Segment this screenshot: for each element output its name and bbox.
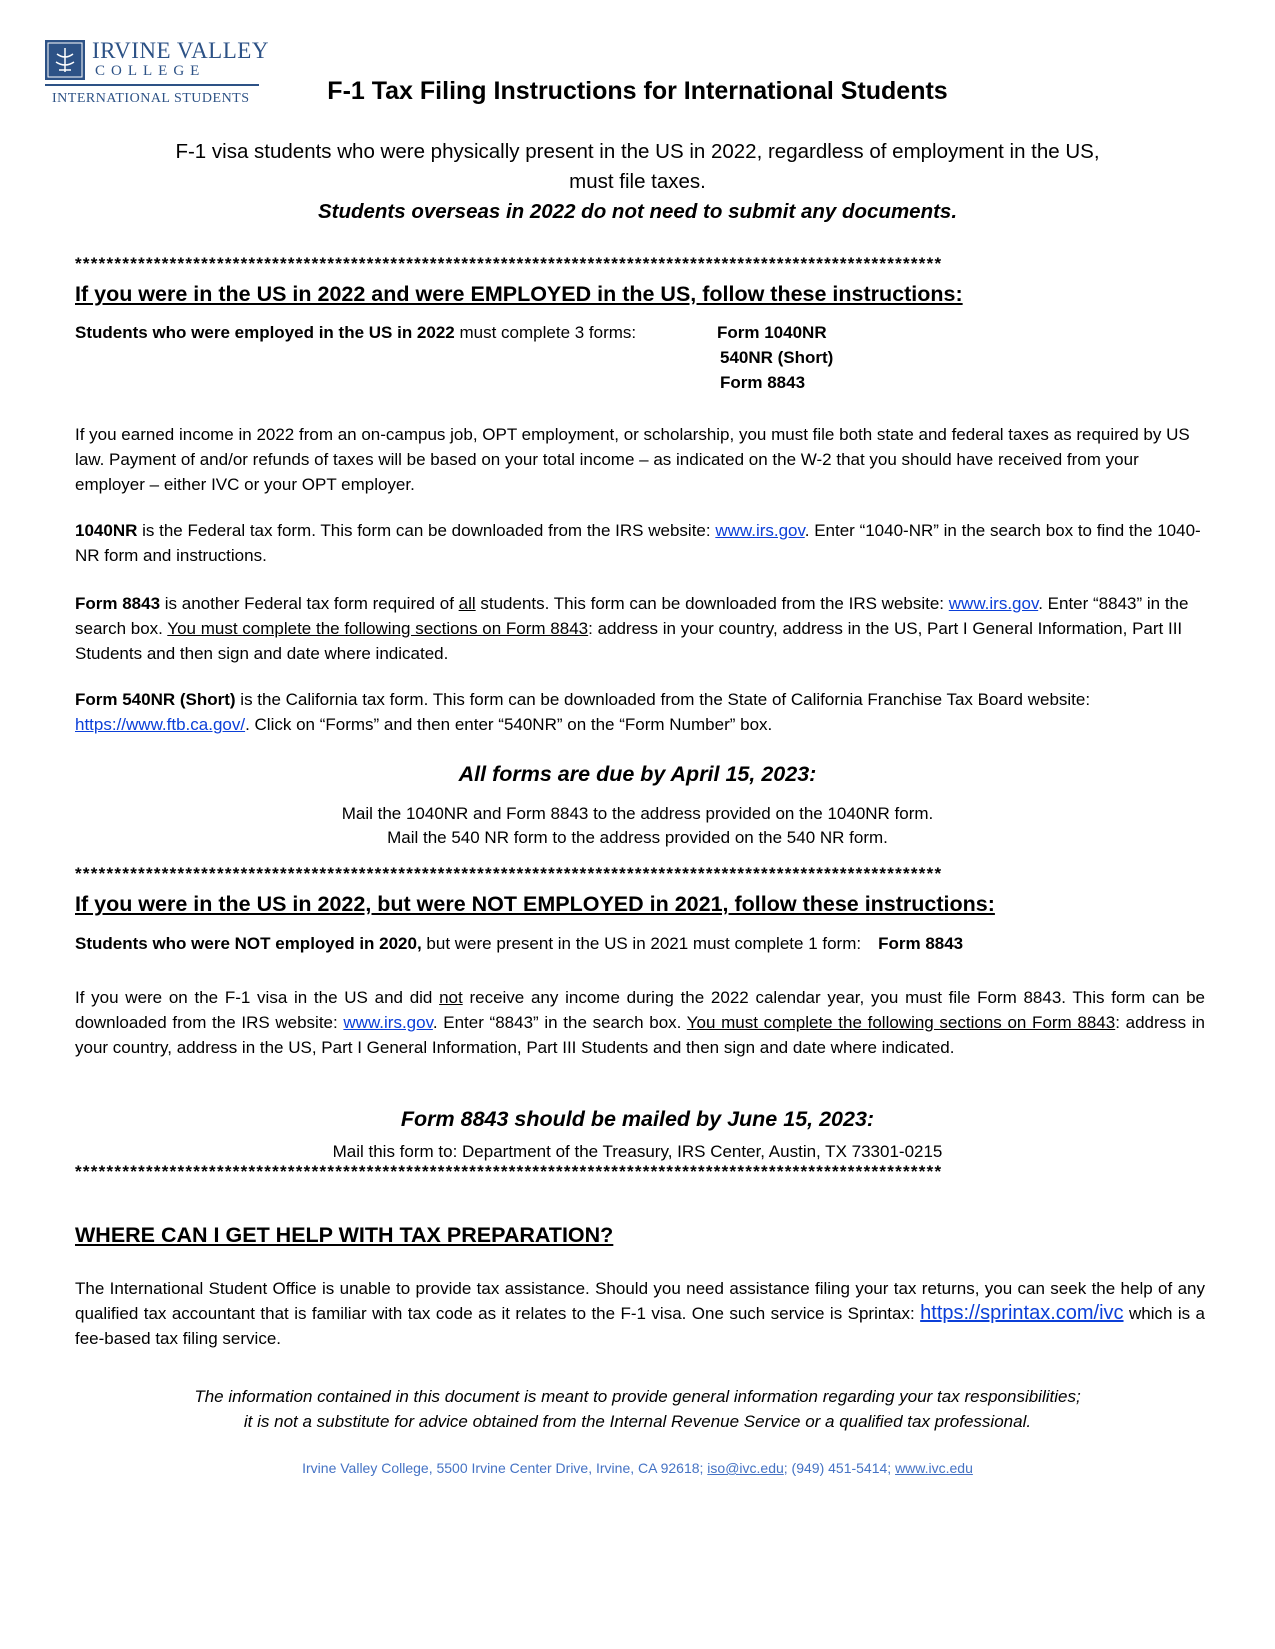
employed-intro [75,320,695,345]
mailing-instructions [0,802,1275,850]
seal-icon [45,40,85,80]
intro-line-2: must file taxes. [569,170,706,193]
star-divider: ************************************************************************************************************** [75,254,943,273]
paragraph-text: The International Student Office is unable to provide tax assistance. Should you need assistance filing your tax returns, you can seek the help of any qualified tax accountant that is familiar with tax code as it relates to the F-1 visa. One such service is Sprintax: [75,1279,1205,1323]
form-1040nr-label: 1040NR [75,521,138,540]
mail-line: Mail the 1040NR and Form 8843 to the address provided on the 1040NR form. [341,804,934,823]
disclaimer-line: it is not a substitute for advice obtained from the Internal Revenue Service or a qualified tax professional. [243,1412,1032,1431]
form-item: Form 8843 [720,373,806,392]
disclaimer-line: The information contained in this document is meant to provide general information regarding your tax responsibilities; [194,1387,1081,1406]
paragraph-text: which is a fee-based tax filing service. [75,1304,1205,1348]
page-title: F-1 Tax Filing Instructions for International Students [327,77,948,105]
footer-contact [0,1460,1275,1476]
form-item: 540NR (Short) [720,348,834,367]
paragraph-text: . Click on “Forms” and then enter “540NR” on the “Form Number” box. [245,715,773,734]
required-sections-note: You must complete the following sections on Form 8843 [167,619,589,638]
forms-list [717,320,833,395]
employed-intro-bold: Students who were employed in the US in 2022 [75,323,455,342]
help-paragraph [75,1276,1205,1351]
footer-phone: ; (949) 451-5414; [783,1460,896,1476]
income-paragraph: If you earned income in 2022 from an on-campus job, OPT employment, or scholarship, you must file both state and federal taxes as required by US law. Payment of and/or refunds of taxes will be based on your total income – as indicated on the W-2 that you should have received from your employer – either IVC or your OPT employer. [75,425,1190,494]
paragraph-text: receive any income during the 2022 calendar year, you must file Form 8843. This form can be downloaded from the IRS website: [75,988,1205,1032]
paragraph-text: students. This form can be downloaded from the IRS website: [475,594,949,613]
irs-link[interactable]: www.irs.gov [715,521,805,540]
sprintax-link[interactable]: https://sprintax.com/ivc [920,1302,1124,1324]
ftb-link[interactable]: https://www.ftb.ca.gov/ [75,715,246,734]
paragraph-text: : address in your country, address in the US, Part I General Information, Part III Students and then sign and date where indicated. [75,619,1183,663]
form-1040nr-paragraph [75,518,1205,568]
paragraph-text: : address in your country, address in the US, Part I General Information, Part III Students and then sign and date where indicated. [75,1013,1205,1057]
mail-by-heading: Form 8843 should be mailed by June 15, 2023: [400,1107,875,1131]
not-employed-intro [75,931,1205,956]
due-date-heading: All forms are due by April 15, 2023: [458,762,817,786]
form-item: Form 1040NR [717,323,827,342]
logo-name: IRVINE VALLEY [92,38,269,63]
employed-intro-rest: must complete 3 forms: [454,323,637,342]
not-employed-heading: If you were in the US in 2022, but were NOT EMPLOYED in 2021, follow these instructions: [75,892,995,916]
website-link[interactable]: www.ivc.edu [895,1460,973,1476]
mail-line: Mail the 540 NR form to the address provided on the 540 NR form. [387,828,888,847]
form-8843-label: Form 8843 [75,594,161,613]
paragraph-text: is the California tax form. This form can be downloaded from the State of California Franchise Tax Board website: [235,690,1091,709]
emphasis-not: not [439,988,463,1007]
form-540nr-label: Form 540NR (Short) [75,690,236,709]
paragraph-text: . Enter “1040-NR” in the search box to find the 1040-NR form and instructions. [75,521,1201,565]
intro-block [0,137,1275,227]
employed-heading: If you were in the US in 2022 and were EMPLOYED in the US, follow these instructions: [75,282,963,306]
mail-address: Mail this form to: Department of the Treasury, IRS Center, Austin, TX 73301-0215 [332,1142,943,1161]
form-8843-paragraph [75,591,1205,666]
intro-line-1: F-1 visa students who were physically present in the US in 2022, regardless of employment in the US, [175,140,1100,163]
irs-link[interactable]: www.irs.gov [343,1013,433,1032]
star-divider: ************************************************************************************************************** [75,864,943,883]
paragraph-text: but were present in the US in 2021 must complete 1 form: [421,934,862,953]
help-heading: WHERE CAN I GET HELP WITH TAX PREPARATION? [75,1223,614,1247]
form-item: Form 8843 [878,934,964,953]
irs-link[interactable]: www.irs.gov [948,594,1039,613]
logo-college: COLLEGE [95,63,206,79]
paragraph-text: is the Federal tax form. This form can be downloaded from the IRS website: [137,521,716,540]
required-sections-note: You must complete the following sections on Form 8843 [686,1013,1116,1032]
paragraph-text: If you were on the F-1 visa in the US and did [75,988,440,1007]
paragraph-text: . Enter “8843” in the search box. [75,594,1189,638]
paragraph-text: is another Federal tax form required of [160,594,459,613]
emphasis-all: all [458,594,476,613]
not-employed-paragraph [75,985,1205,1060]
email-link[interactable]: iso@ivc.edu [707,1460,784,1476]
form-540nr-paragraph [75,687,1205,737]
logo-subtitle: INTERNATIONAL STUDENTS [52,91,250,106]
intro-line-3: Students overseas in 2022 do not need to submit any documents. [317,200,958,223]
disclaimer [0,1384,1275,1434]
footer-address: Irvine Valley College, 5500 Irvine Center Drive, Irvine, CA 92618; [302,1460,708,1476]
paragraph-text: . Enter “8843” in the search box. [432,1013,687,1032]
star-divider: ************************************************************************************************************** [75,1162,943,1181]
not-employed-intro-bold: Students who were NOT employed in 2020, [75,934,422,953]
